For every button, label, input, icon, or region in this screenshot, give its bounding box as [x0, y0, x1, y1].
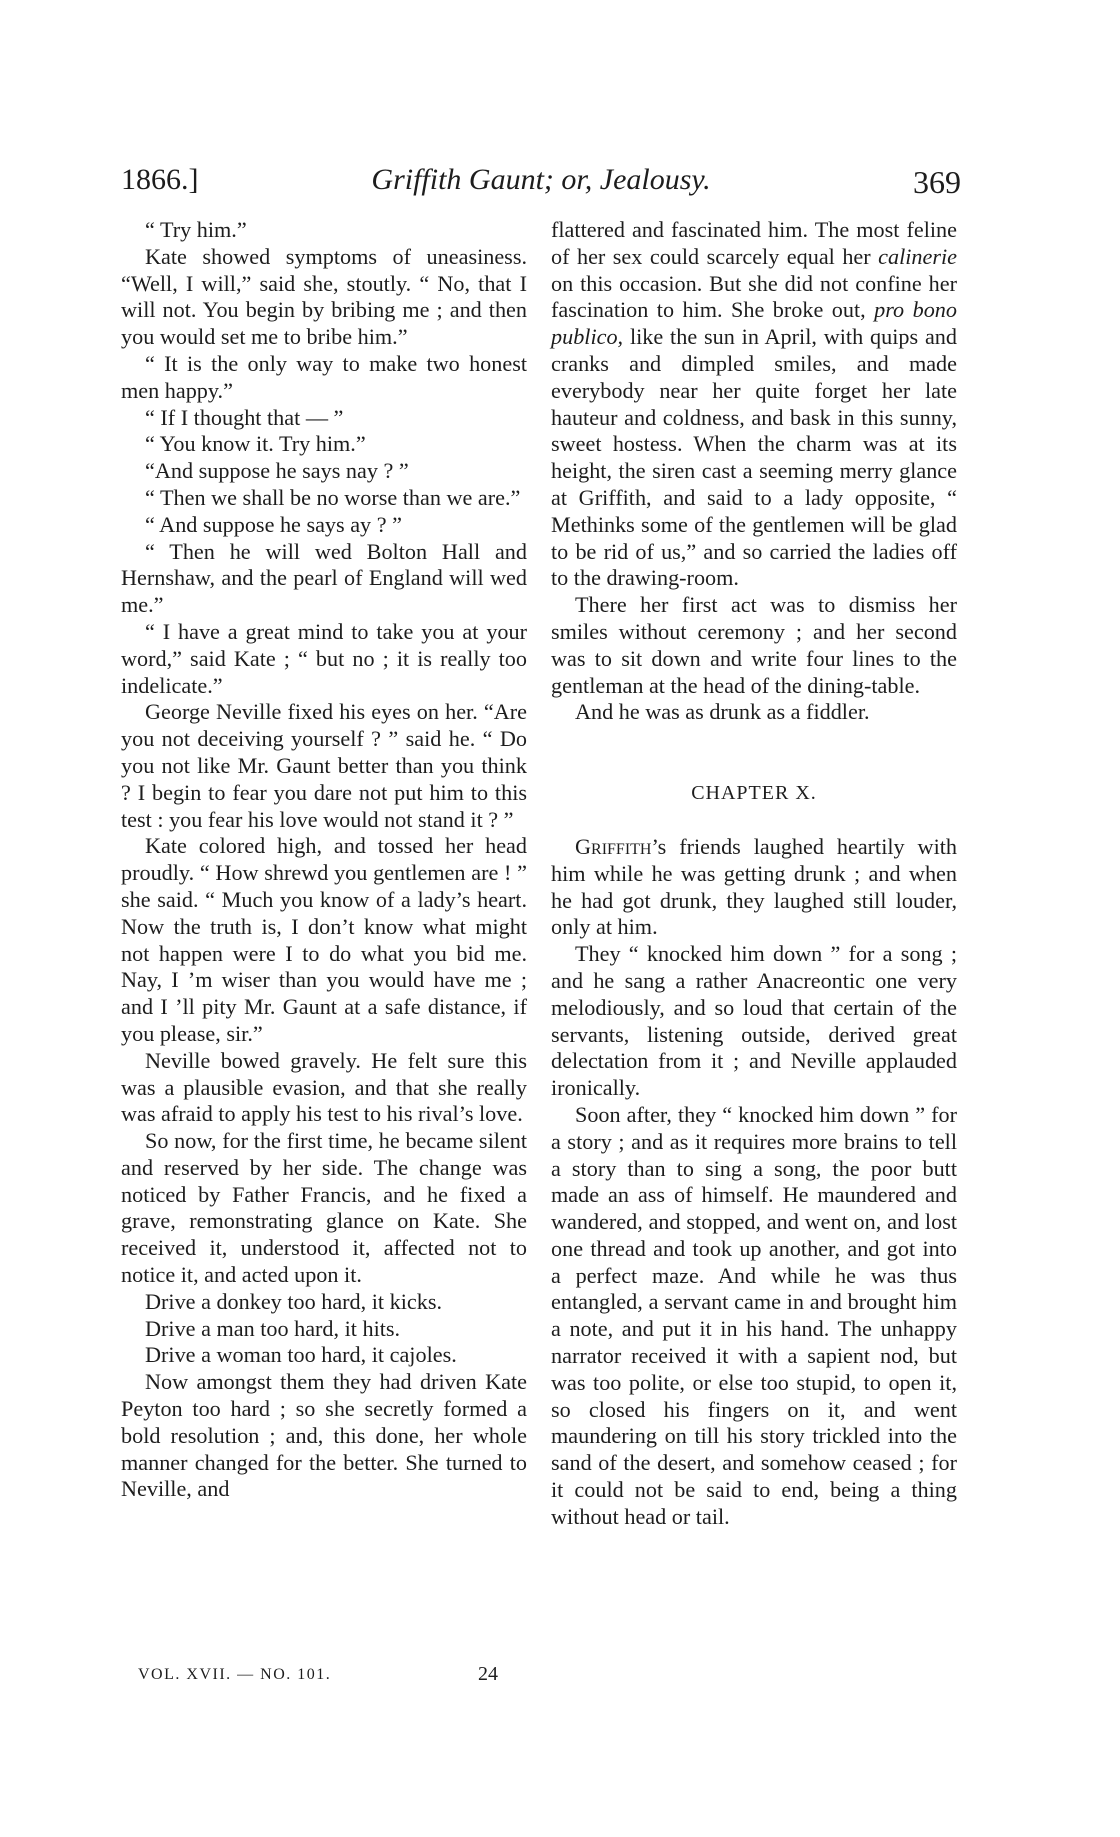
- text-span: on this occasion. But she did not confine her fascination to him. She broke out,: [551, 270, 957, 323]
- paragraph: Drive a man too hard, it hits.: [145, 1315, 401, 1341]
- paragraph: “And suppose he says nay ? ”: [145, 458, 409, 484]
- paragraph: Kate colored high, and tossed her head proudly. “ How shrewd you gentlemen are ! ” she said. “ Much you know of a lady’s heart. Now the truth is, I don’t know what might not happen were I to do what you bid me. Nay, I ’m wiser than you would have me ; and I ’ll pity Mr. Gaunt at a safe distance, if you please, sir.”: [121, 833, 527, 1046]
- paragraph: “ You know it. Try him.”: [145, 431, 366, 457]
- text-span: flattered and fascinated him. The most feline of her sex could scarcely equal her: [551, 217, 957, 269]
- paragraph: And he was as drunk as a fiddler.: [575, 699, 870, 725]
- text-span: ’s friends laughed heartily with him while he was getting drunk ; and when he had got drunk, they laughed still louder, only at him.: [551, 833, 957, 940]
- paragraph: Neville bowed gravely. He felt sure this was a plausible evasion, and that she really was afraid to apply his test to his rival’s love.: [121, 1047, 527, 1127]
- header-title: Griffith Gaunt; or, Jealousy.: [371, 163, 711, 196]
- header-year: 1866.]: [121, 163, 199, 196]
- signature-mark: 24: [478, 1663, 498, 1685]
- paragraph: “ Try him.”: [145, 217, 247, 242]
- paragraph: Now amongst them they had driven Kate Peyton too hard ; so she secretly formed a bold resolution ; and, this done, her whole manner changed for the better. She turned to Neville, and: [121, 1369, 527, 1502]
- italic-term: calinerie: [878, 243, 957, 269]
- right-column: [551, 217, 957, 1531]
- paragraph: Soon after, they “ knocked him down ” for a story ; and as it requires more brains to tell a story than to sing a song, the poor butt made an ass of himself. He maundered and wandered, and stopped, and went on, and lost one thread and took up another, and got into a perfect maze. And while he was thus entangled, a servant came in and brought him a note, and put it in his hand. The unhappy narrator received it with a sapient nod, but was too polite, or else too stupid, to open it, so closed his fingers on it, and went maundering on till his story trickled into the sand of the desert, and somehow ceased ; for it could not be said to end, being a thing without head or tail.: [551, 1101, 957, 1529]
- text-span: like the sun in April, with quips and cranks and dimpled smiles, and made everybody near her quite forget her late hauteur and coldness, and bask in this sunny, sweet hostess. When the charm was at its height, the siren cast a seeming merry glance at Griffith, and said to a lady opposite, “ Methinks some of the gentlemen will be glad to be rid of us,” and so carried the ladies off to the drawing-room.: [551, 324, 957, 591]
- paragraph: [551, 834, 957, 941]
- paragraph: Kate showed symptoms of uneasiness. “Well, I will,” said she, stoutly. “ No, that I will not. You begin by bribing me ; and then you would set me to bribe him.”: [121, 243, 527, 350]
- chapter-heading: CHAPTER X.: [691, 782, 817, 805]
- paragraph: They “ knocked him down ” for a song ; and he sang a rather Anacreontic one very melodiously, and so loud that certain of the servants, listening outside, derived great delectation from it ; and Neville applauded ironically.: [551, 941, 957, 1101]
- paragraph: Drive a donkey too hard, it kicks.: [145, 1288, 442, 1314]
- running-header: [121, 160, 961, 200]
- paragraph: “ Then he will wed Bolton Hall and Hernshaw, and the pearl of England will wed me.”: [121, 538, 527, 618]
- paragraph-continued: [551, 217, 957, 592]
- paragraph: “ I have a great mind to take you at your word,” said Kate ; “ but no ; it is really too indelicate.”: [121, 618, 527, 698]
- page-number: 369: [913, 164, 961, 200]
- paragraph: So now, for the first time, he became silent and reserved by her side. The change was noticed by Father Francis, and he fixed a grave, remonstrating glance on Kate. She received it, understood it, affected not to notice it, and acted upon it.: [121, 1128, 527, 1288]
- paragraph: Drive a woman too hard, it cajoles.: [145, 1342, 457, 1368]
- paragraph: “ If I thought that — ”: [145, 404, 344, 430]
- left-column: [121, 217, 527, 1503]
- paragraph: George Neville fixed his eyes on her. “Are you not deceiving yourself ? ” said he. “ Do you not like Mr. Gaunt better than you think ? I begin to fear you dare not put him to this test : you fear his love would not stand it ? ”: [121, 699, 527, 832]
- paragraph: “ It is the only way to make two honest men happy.”: [121, 350, 527, 403]
- paragraph: “ And suppose he says ay ? ”: [145, 511, 402, 537]
- paragraph: There her first act was to dismiss her smiles without ceremony ; and her second was to sit down and write four lines to the gentleman at the head of the dining-table.: [551, 592, 957, 698]
- paragraph: “ Then we shall be no worse than we are.”: [145, 484, 521, 510]
- small-caps-name: Griffith: [575, 833, 652, 859]
- italic-term: pro bono publico,: [551, 297, 957, 350]
- footer: [138, 1663, 538, 1685]
- volume-number: VOL. XVII. — NO. 101.: [138, 1666, 332, 1683]
